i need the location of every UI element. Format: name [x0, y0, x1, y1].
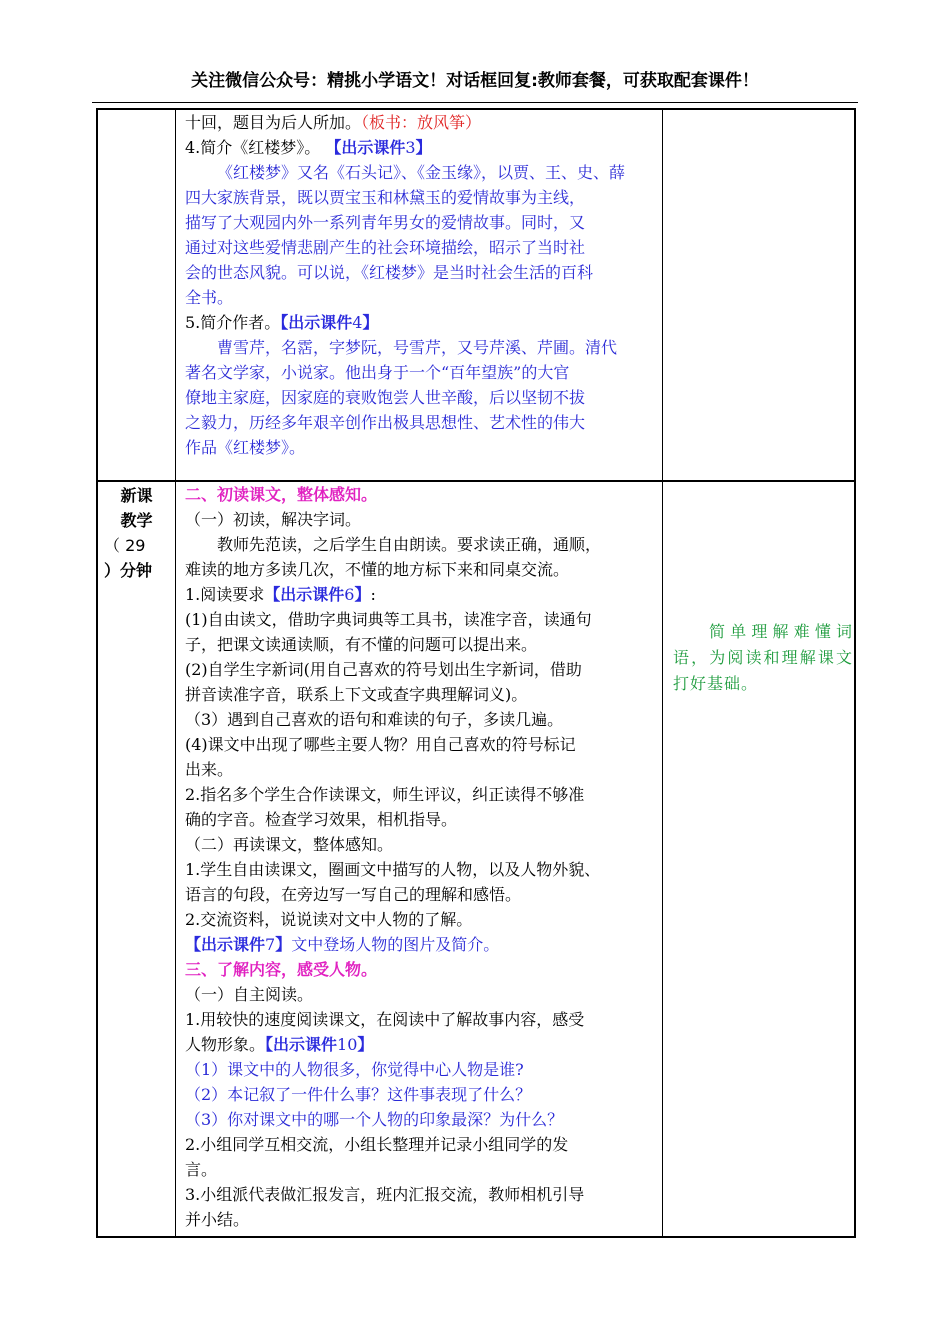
intro-content	[176, 110, 662, 460]
text-line	[185, 682, 662, 707]
lesson-table	[96, 108, 856, 1238]
text-line	[185, 532, 662, 557]
text-span: (4)课文中出现了哪些主要人物？用自己喜欢的符号标记	[185, 735, 576, 754]
text-span: （2）本记叙了一件什么事？这件事表现了什么？	[185, 1085, 532, 1104]
table-row-new-lesson	[97, 481, 855, 1237]
text-line	[185, 160, 662, 185]
text-line	[185, 235, 662, 260]
text-span: 并小结。	[185, 1210, 250, 1229]
text-line	[185, 507, 662, 532]
text-line	[185, 632, 662, 657]
table-row-intro	[97, 109, 855, 481]
stage-label-line: （ 29	[104, 536, 146, 555]
courseware-tag: 】	[415, 138, 432, 157]
courseware-tag: 【出示课件	[185, 935, 266, 954]
page-header: 关注微信公众号：精挑小学语文！对话框回复:教师套餐，可获取配套课件！	[191, 71, 759, 91]
text-line	[185, 135, 662, 160]
text-span: 4.简介《红楼梦》。	[185, 138, 326, 157]
design-note: 简单理解难懂词语，为阅读和理解课文打好基础。	[673, 622, 853, 693]
note-cell-empty	[663, 109, 856, 481]
text-line	[185, 1207, 662, 1232]
text-span: 作品《红楼梦》。	[185, 438, 306, 457]
text-span: （板书：放风筝）	[361, 113, 482, 132]
stage-label-line: 教学	[120, 511, 153, 530]
text-span: 描写了大观园内外一系列青年男女的爱情故事。同时，又	[185, 213, 586, 232]
text-span: (1)自由读文，借助字典词典等工具书，读准字音，读通句	[185, 610, 592, 629]
text-line	[185, 557, 662, 582]
content-cell-new-lesson	[176, 481, 663, 1237]
text-span: 二、初读课文，整体感知。	[185, 485, 378, 504]
text-span: 语言的句段，在旁边写一写自己的理解和感悟。	[185, 885, 522, 904]
text-span: 通过对这些爱情悲剧产生的社会环境描绘，昭示了当时社	[185, 238, 586, 257]
text-span: 2.小组同学互相交流，小组长整理并记录小组同学的发	[185, 1135, 569, 1154]
text-span: 言。	[185, 1160, 218, 1179]
text-span: 1.阅读要求	[185, 585, 265, 604]
text-span: (2)自学生字新词(用自己喜欢的符号划出生字新词，借助	[185, 660, 582, 679]
text-span: 之毅力，历经多年艰辛创作出极具思想性、艺术性的伟大	[185, 413, 586, 432]
text-line	[185, 435, 662, 460]
courseware-tag: 】	[362, 313, 379, 332]
courseware-tag: 10	[337, 1035, 358, 1054]
note-cell-new-lesson	[663, 481, 856, 1237]
text-line	[185, 210, 662, 235]
text-line	[185, 657, 662, 682]
stage-label-line: ）分钟	[104, 561, 153, 580]
text-line	[185, 1057, 662, 1082]
text-line	[185, 1132, 662, 1157]
text-line	[185, 285, 662, 310]
text-span: 全书。	[185, 288, 234, 307]
text-line	[185, 782, 662, 807]
text-line	[185, 982, 662, 1007]
stage-label-line: 新课	[120, 486, 153, 505]
text-span: （1）课文中的人物很多，你觉得中心人物是谁?	[185, 1060, 524, 1079]
courseware-tag: 6	[344, 585, 355, 604]
text-span: 教师先范读，之后学生自由朗读。要求读正确，通顺，	[217, 535, 602, 554]
text-line	[185, 1107, 662, 1132]
text-span: 四大家族背景，既以贾宝玉和林黛玉的爱情故事为主线，	[185, 188, 586, 207]
courseware-tag: 】	[357, 1035, 374, 1054]
text-span: :	[370, 585, 376, 604]
text-line	[185, 110, 662, 135]
courseware-tag: 】	[275, 935, 292, 954]
text-line	[185, 482, 662, 507]
text-span: 三、了解内容，感受人物。	[185, 960, 378, 979]
text-line	[185, 360, 662, 385]
stage-cell-empty	[97, 109, 176, 481]
text-line	[185, 932, 662, 957]
text-span: 难读的地方多读几次，不懂的地方标下来和同桌交流。	[185, 560, 570, 579]
text-span: 出来。	[185, 760, 234, 779]
text-span: 子，把课文读通读顺，有不懂的问题可以提出来。	[185, 635, 538, 654]
text-line	[185, 582, 662, 607]
text-span: 著名文学家，小说家。他出身于一个“百年望族”的大官	[185, 363, 570, 382]
text-line	[185, 385, 662, 410]
courseware-tag: 【出示课件	[265, 1035, 338, 1054]
courseware-tag: 【出示课件	[280, 313, 353, 332]
text-span: 3.小组派代表做汇报发言，班内汇报交流，教师相机引导	[185, 1185, 585, 1204]
text-line	[185, 857, 662, 882]
header-divider	[92, 102, 858, 103]
text-line	[185, 707, 662, 732]
text-line	[185, 1032, 662, 1057]
text-span: 十回，题目为后人所加。	[185, 113, 362, 132]
text-line	[185, 757, 662, 782]
text-line	[185, 260, 662, 285]
text-line	[185, 732, 662, 757]
text-line	[185, 335, 662, 360]
courseware-tag: 【出示课件	[325, 138, 406, 157]
courseware-tag: 3	[405, 138, 416, 157]
text-span: 1.学生自由读课文，圈画文中描写的人物，以及人物外貌、	[185, 860, 601, 879]
text-span: （一）自主阅读。	[185, 985, 314, 1004]
text-line	[185, 410, 662, 435]
text-line	[185, 832, 662, 857]
text-span: （3）遇到自己喜欢的语句和难读的句子，多读几遍。	[185, 710, 564, 729]
text-line	[185, 1182, 662, 1207]
courseware-tag: 7	[265, 935, 276, 954]
text-span: 文中登场人物的图片及简介。	[291, 935, 500, 954]
text-span: 5.简介作者。	[185, 313, 281, 332]
courseware-tag: 【出示课件	[264, 585, 345, 604]
text-line	[185, 310, 662, 335]
text-span: 会的世态风貌。可以说，《红楼梦》是当时社会生活的百科	[185, 263, 594, 282]
text-span: 2.交流资料，说说读对文中人物的了解。	[185, 910, 473, 929]
text-line	[185, 957, 662, 982]
text-line	[185, 882, 662, 907]
text-line	[185, 1157, 662, 1182]
stage-cell-new-lesson	[97, 481, 176, 1237]
text-span: （3）你对课文中的哪一个人物的印象最深？为什么？	[185, 1110, 564, 1129]
text-line	[185, 607, 662, 632]
text-span: 僚地主家庭，因家庭的衰败饱尝人世辛酸，后以坚韧不拔	[185, 388, 586, 407]
text-span: 1.用较快的速度阅读课文，在阅读中了解故事内容，感受	[185, 1010, 585, 1029]
new-lesson-content	[176, 482, 662, 1232]
text-span: 2.指名多个学生合作读课文，师生评议，纠正读得不够准	[185, 785, 585, 804]
text-span: （一）初读，解决字词。	[185, 510, 362, 529]
text-line	[185, 807, 662, 832]
text-span: 拼音读准字音，联系上下文或查字典理解词义)。	[185, 685, 528, 704]
text-span: 确的字音。检查学习效果，相机指导。	[185, 810, 458, 829]
text-line	[185, 907, 662, 932]
content-cell-intro	[176, 109, 663, 481]
text-line	[185, 1007, 662, 1032]
text-line	[185, 1082, 662, 1107]
text-line	[185, 185, 662, 210]
courseware-tag: 】	[354, 585, 371, 604]
text-span: 曹雪芹，名霑，字梦阮，号雪芹，又号芹溪、芹圃。清代	[217, 338, 618, 357]
courseware-tag: 4	[352, 313, 363, 332]
text-span: 人物形象。	[185, 1035, 266, 1054]
text-span: 《红楼梦》又名《石头记》、《金玉缘》，以贾、王、史、薛	[217, 163, 626, 182]
text-span: （二）再读课文，整体感知。	[185, 835, 394, 854]
